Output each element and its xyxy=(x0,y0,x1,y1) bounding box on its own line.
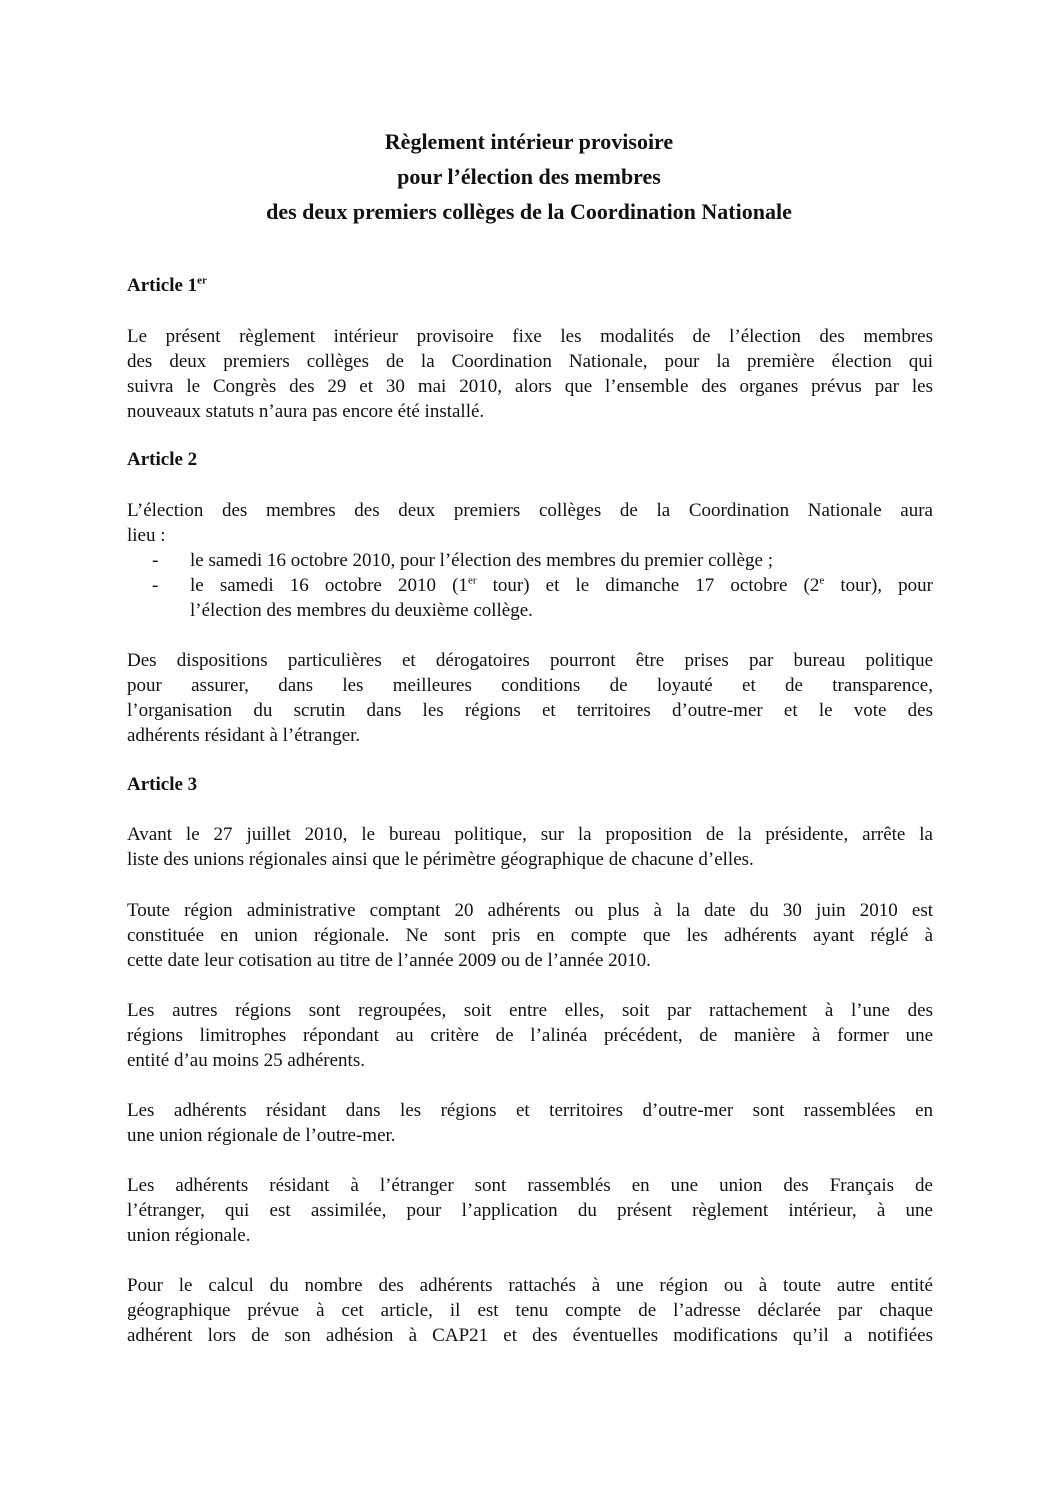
article-2-paragraph-2 xyxy=(127,648,933,748)
paragraph-line: Les adhérents résidant à l’étranger sont rassemblés en une union des Français de xyxy=(127,1175,933,1196)
paragraph-line: Les adhérents résidant dans les régions et territoires d’outre-mer sont rassemblées en xyxy=(127,1100,933,1121)
paragraph-line: suivra le Congrès des 29 et 30 mai 2010, alors que l’ensemble des organes prévus par les xyxy=(127,376,933,397)
paragraph-line: union régionale. xyxy=(127,1225,251,1246)
article-3-paragraph-2 xyxy=(127,898,933,973)
document-title-line-3: des deux premiers collèges de la Coordination Nationale xyxy=(266,199,792,224)
bullet-sup: e xyxy=(819,574,825,587)
paragraph-line: des deux premiers collèges de la Coordination Nationale, pour la première élection qui xyxy=(127,351,933,372)
article-3-paragraph-3 xyxy=(127,998,933,1073)
paragraph-line: pour assurer, dans les meilleures conditions de loyauté et de transparence, xyxy=(127,675,933,696)
paragraph-line: lieu : xyxy=(127,525,166,546)
paragraph-line: Pour le calcul du nombre des adhérents rattachés à une région ou à toute autre entité xyxy=(127,1275,933,1296)
paragraph-line: géographique prévue à cet article, il est tenu compte de l’adresse déclarée par chaque xyxy=(127,1300,933,1321)
paragraph-line: Des dispositions particulières et dérogatoires pourront être prises par bureau politique xyxy=(127,650,933,671)
article-3-paragraph-5 xyxy=(127,1173,933,1248)
paragraph-line: adhérent lors de son adhésion à CAP21 et des éventuelles modifications qu’il a notifiées xyxy=(127,1325,933,1346)
article-3-paragraph-1 xyxy=(127,822,933,872)
paragraph-line: Avant le 27 juillet 2010, le bureau politique, sur la proposition de la présidente, arrête la xyxy=(127,824,933,845)
bullet-text xyxy=(190,548,933,573)
paragraph-line: Les autres régions sont regroupées, soit entre elles, soit par rattachement à l’une des xyxy=(127,1000,933,1021)
bullet-text xyxy=(190,573,933,623)
paragraph-line: nouveaux statuts n’aura pas encore été installé. xyxy=(127,401,485,422)
paragraph-line: l’étranger, qui est assimilée, pour l’application du présent règlement intérieur, à une xyxy=(127,1200,933,1221)
article-1-heading-text: Article 1 xyxy=(127,275,198,296)
bullet-line xyxy=(190,573,933,598)
article-3-paragraph-6 xyxy=(127,1273,933,1348)
bullet-line: le samedi 16 octobre 2010, pour l’élection des membres du premier collège ; xyxy=(190,550,774,571)
paragraph-line: Toute région administrative comptant 20 adhérents ou plus à la date du 30 juin 2010 est xyxy=(127,900,933,921)
bullet-text-part: tour), pour xyxy=(824,575,933,596)
article-2-intro xyxy=(127,498,933,548)
paragraph-line: L’élection des membres des deux premiers collèges de la Coordination Nationale aura xyxy=(127,500,933,521)
bullet-text-part: tour) et le dimanche 17 octobre (2 xyxy=(476,575,820,596)
paragraph-line: régions limitrophes répondant au critère de l’alinéa précédent, de manière à former une xyxy=(127,1025,933,1046)
bullet-text-part: le samedi 16 octobre 2010 (1 xyxy=(190,575,468,596)
article-1-paragraph xyxy=(127,324,933,424)
paragraph-line: Le présent règlement intérieur provisoire fixe les modalités de l’élection des membres xyxy=(127,326,933,347)
article-1-heading xyxy=(127,272,207,300)
article-1-heading-sup: er xyxy=(197,274,207,287)
paragraph-line: constituée en union régionale. Ne sont pris en compte que les adhérents ayant réglé à xyxy=(127,925,933,946)
article-3-heading: Article 3 xyxy=(127,774,198,795)
bullet-dash: - xyxy=(152,550,159,571)
paragraph-line: l’organisation du scrutin dans les régions et territoires d’outre-mer et le vote des xyxy=(127,700,933,721)
paragraph-line: cette date leur cotisation au titre de l’année 2009 ou de l’année 2010. xyxy=(127,950,651,971)
paragraph-line: adhérents résidant à l’étranger. xyxy=(127,725,361,746)
paragraph-line: liste des unions régionales ainsi que le périmètre géographique de chacune d’elles. xyxy=(127,849,754,870)
document-title-line-1: Règlement intérieur provisoire xyxy=(384,129,674,154)
paragraph-line: une union régionale de l’outre-mer. xyxy=(127,1125,396,1146)
bullet-dash: - xyxy=(152,575,159,596)
document-title-line-2: pour l’élection des membres xyxy=(397,164,661,189)
bullet-sup: er xyxy=(467,574,477,587)
article-2-heading: Article 2 xyxy=(127,449,198,470)
bullet-line: l’élection des membres du deuxième collège. xyxy=(190,600,533,621)
paragraph-line: entité d’au moins 25 adhérents. xyxy=(127,1050,365,1071)
article-3-paragraph-4 xyxy=(127,1098,933,1148)
